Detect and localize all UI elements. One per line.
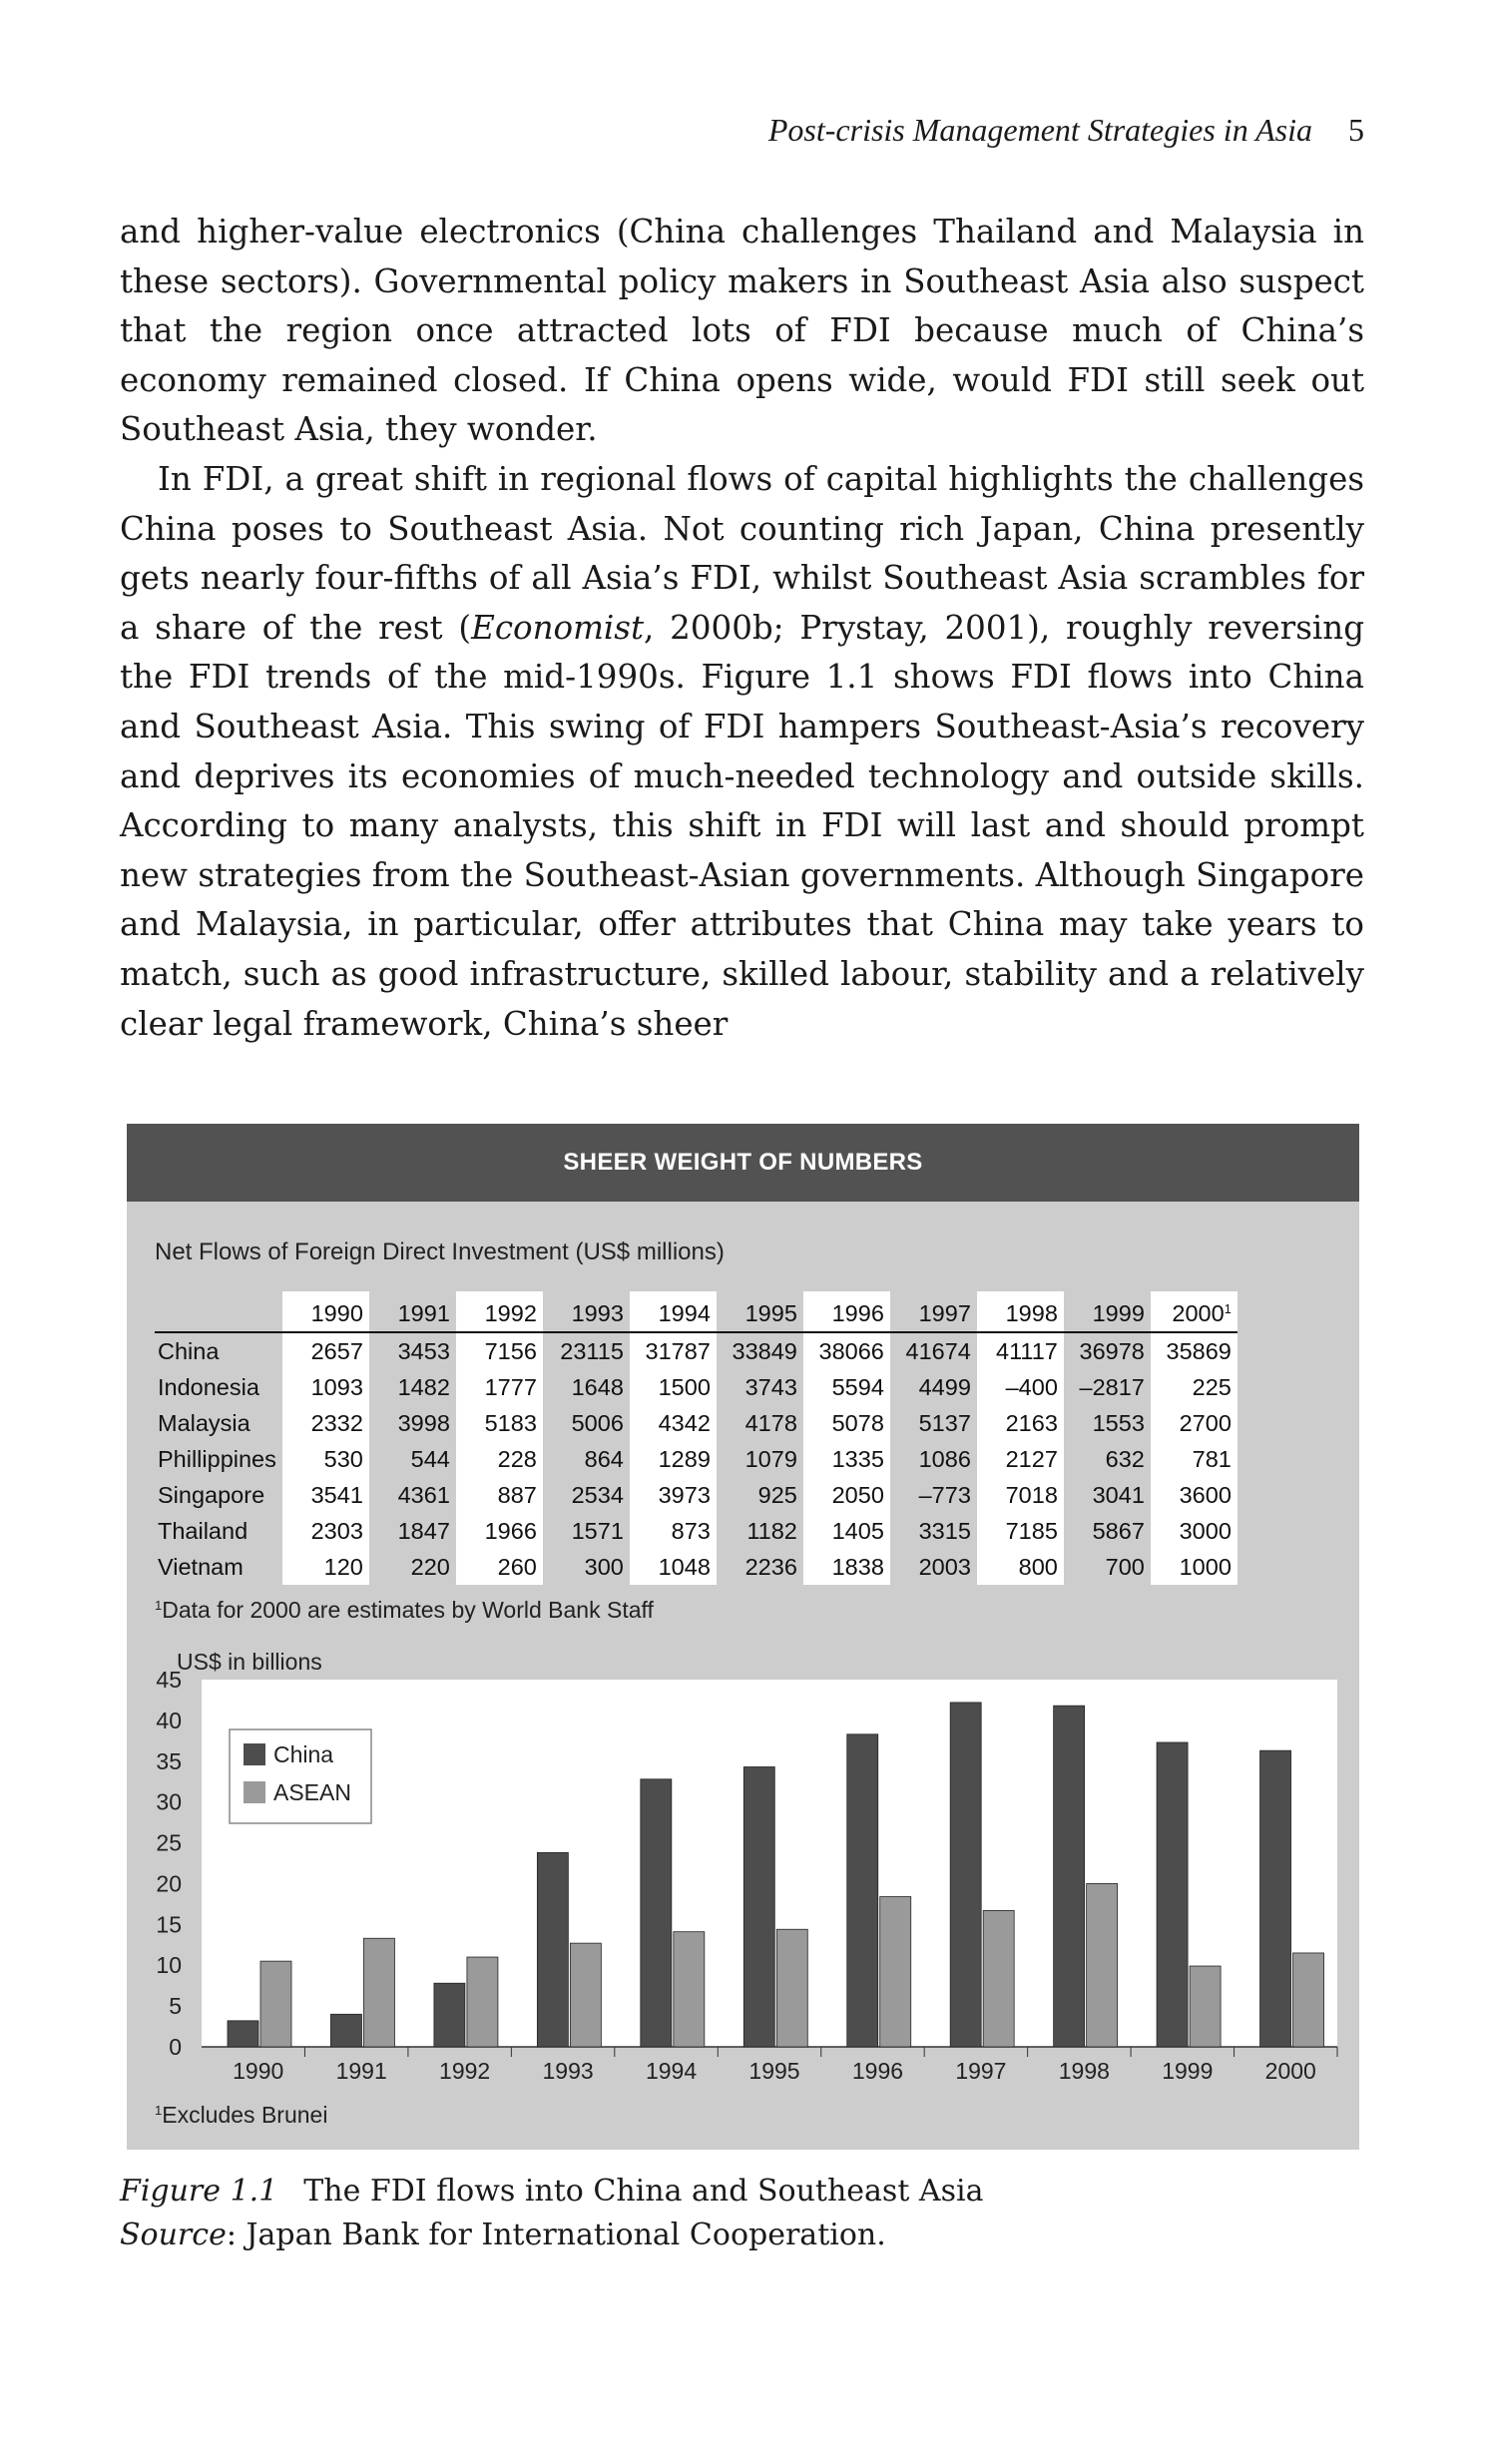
table-row	[155, 1549, 1238, 1585]
table-footnote-mark: 1	[155, 1598, 163, 1613]
bar-china-1996	[847, 1734, 878, 2047]
table-cell: 260	[456, 1549, 543, 1585]
year-header-1993	[543, 1291, 630, 1332]
table-cell: –773	[918, 1481, 971, 1508]
table-cell: 3541	[282, 1477, 369, 1513]
figure-header: SHEER WEIGHT OF NUMBERS	[127, 1124, 1359, 1202]
year-header-1998	[977, 1291, 1064, 1332]
country-label: Vietnam	[158, 1553, 244, 1580]
x-tick-label: 1991	[335, 2058, 387, 2084]
table-cell: 31787	[630, 1332, 717, 1369]
table-cell: 2657	[282, 1332, 369, 1369]
running-head-title: Post-crisis Management Strategies in Asia	[767, 112, 1312, 148]
table-cell: 1838	[803, 1549, 890, 1585]
table-cell: 1289	[630, 1441, 717, 1477]
x-tick-label: 2000	[1264, 2058, 1316, 2084]
table-cell: 5137	[918, 1409, 971, 1436]
table-body	[155, 1332, 1238, 1585]
table-cell: 7156	[456, 1332, 543, 1369]
table-corner	[155, 1291, 282, 1332]
bar-asean-1997	[983, 1910, 1014, 2047]
year-label: 1994	[658, 1299, 711, 1326]
year-label: 1996	[831, 1299, 884, 1326]
table-cell: 2003	[918, 1553, 971, 1580]
legend-swatch-asean	[244, 1781, 265, 1803]
table-cell: 873	[630, 1513, 717, 1549]
bar-china-1990	[228, 2021, 258, 2047]
x-tick-label: 1994	[645, 2058, 698, 2084]
bar-asean-2000	[1293, 1953, 1324, 2047]
bar-asean-1991	[363, 1938, 394, 2047]
year-header-1991	[369, 1291, 456, 1332]
table-cell: 3998	[397, 1409, 450, 1436]
table-cell: 228	[456, 1441, 543, 1477]
table-cell: 1093	[282, 1369, 369, 1405]
table-cell: 1182	[746, 1517, 797, 1544]
table-row	[155, 1369, 1238, 1405]
bar-asean-1999	[1190, 1966, 1221, 2047]
year-header-1995	[717, 1291, 803, 1332]
y-tick-label: 35	[156, 1747, 182, 1774]
figure-caption	[120, 2170, 983, 2257]
y-tick-label: 30	[156, 1788, 182, 1815]
bar-asean-1998	[1087, 1883, 1118, 2047]
bar-asean-1990	[260, 1961, 291, 2047]
table-row	[155, 1513, 1238, 1549]
table-cell: 7185	[977, 1513, 1064, 1549]
year-header-1999	[1064, 1291, 1151, 1332]
table-cell: 225	[1151, 1369, 1238, 1405]
table-cell: 1000	[1151, 1549, 1238, 1585]
table-cell: 1571	[571, 1517, 624, 1544]
table-cell: 4342	[630, 1405, 717, 1441]
bar-china-1998	[1054, 1706, 1085, 2047]
bar-asean-1992	[467, 1957, 498, 2047]
year-label: 1998	[1005, 1299, 1058, 1326]
year-label: 1993	[571, 1299, 624, 1326]
citation-economist: Economist	[471, 608, 645, 647]
country-label: Thailand	[158, 1517, 248, 1544]
x-tick-label: 1999	[1162, 2058, 1214, 2084]
table-cell: 544	[410, 1445, 450, 1472]
table-cell: 3743	[744, 1373, 797, 1400]
page-number: 5	[1348, 112, 1364, 148]
legend-label-china: China	[273, 1741, 334, 1767]
legend-label-asean: ASEAN	[273, 1779, 351, 1805]
y-tick-label: 40	[156, 1707, 182, 1733]
table-cell: 5183	[456, 1405, 543, 1441]
table-cell: 220	[410, 1553, 450, 1580]
table-footnote	[155, 1597, 654, 1624]
year-header-1990	[282, 1291, 369, 1332]
table-cell: 3315	[918, 1517, 971, 1544]
table-cell: 700	[1105, 1553, 1145, 1580]
table-cell: 530	[282, 1441, 369, 1477]
table-title: Net Flows of Foreign Direct Investment (US$ millions)	[155, 1238, 725, 1265]
table-cell: 23115	[560, 1337, 624, 1364]
year-label: 1992	[484, 1299, 537, 1326]
table-cell: 2163	[977, 1405, 1064, 1441]
caption-source-label: Source	[120, 2218, 227, 2252]
country-label: Phillippines	[158, 1445, 276, 1472]
chart-footnote-text: Excludes Brunei	[162, 2102, 328, 2128]
table-cell: 1966	[456, 1513, 543, 1549]
table-cell: 1482	[397, 1373, 450, 1400]
table-cell: 2700	[1151, 1405, 1238, 1441]
table-header-row	[155, 1291, 1238, 1332]
bar-china-1994	[641, 1779, 672, 2047]
table-footnote-text: Data for 2000 are estimates by World Bank Staff	[162, 1597, 654, 1623]
table-cell: 41674	[905, 1337, 971, 1364]
bar-china-1997	[950, 1703, 981, 2047]
y-axis-label: US$ in billions	[177, 1649, 322, 1675]
year-label: 1999	[1092, 1299, 1145, 1326]
table-cell: 2303	[282, 1513, 369, 1549]
table-cell: 864	[584, 1445, 624, 1472]
body-text	[120, 208, 1364, 1049]
country-label: China	[158, 1337, 220, 1364]
y-tick-label: 45	[156, 1667, 182, 1693]
table-cell: 5078	[803, 1405, 890, 1441]
caption-source-text: : Japan Bank for International Cooperation.	[226, 2218, 886, 2252]
table-row	[155, 1477, 1238, 1513]
chart-footnote	[155, 2102, 327, 2129]
table-cell: 5867	[1092, 1517, 1145, 1544]
table-cell: 1048	[630, 1549, 717, 1585]
caption-figure-text: The FDI flows into China and Southeast Asia	[303, 2174, 984, 2209]
bar-china-1993	[537, 1852, 568, 2047]
table-cell: 3453	[397, 1337, 450, 1364]
paragraph-1: and higher-value electronics (China challenges Thailand and Malaysia in these sectors). Governmental policy makers in Southeast Asia also suspect that the region once attracted lots of FDI because much of China’s economy remained closed. If China opens wide, would FDI still seek out Southeast Asia, they wonder.	[120, 213, 1364, 449]
bar-china-1995	[743, 1767, 774, 2047]
table-cell: 1648	[571, 1373, 624, 1400]
table-cell: 800	[977, 1549, 1064, 1585]
table-cell: 925	[757, 1481, 797, 1508]
x-tick-label: 1996	[851, 2058, 904, 2084]
year-label: 1995	[744, 1299, 797, 1326]
country-label: Malaysia	[158, 1409, 250, 1436]
table-cell: 38066	[803, 1332, 890, 1369]
table-cell: 2534	[571, 1481, 624, 1508]
table-cell: 4178	[744, 1409, 797, 1436]
table-cell: 3600	[1151, 1477, 1238, 1513]
year-label: 2000	[1172, 1299, 1225, 1326]
table-cell: 781	[1151, 1441, 1238, 1477]
figure-1-1	[127, 1124, 1359, 2150]
y-tick-label: 15	[156, 1911, 182, 1938]
caption-line-1	[120, 2170, 983, 2214]
table-cell: 4361	[397, 1481, 450, 1508]
table-cell: 632	[1105, 1445, 1145, 1472]
table-cell: 35869	[1151, 1332, 1238, 1369]
bar-chart-svg	[127, 1635, 1359, 2084]
table-cell: 3041	[1092, 1481, 1145, 1508]
fdi-table	[155, 1291, 1238, 1585]
table-cell: 7018	[977, 1477, 1064, 1513]
bar-asean-1993	[570, 1943, 601, 2047]
year-header-1994	[630, 1291, 717, 1332]
table-cell: 1777	[456, 1369, 543, 1405]
table-cell: –2817	[1079, 1373, 1145, 1400]
bar-china-1992	[434, 1983, 465, 2047]
year-label: 1991	[397, 1299, 450, 1326]
year-footnote-mark: 1	[1224, 1300, 1232, 1316]
year-label: 1997	[918, 1299, 971, 1326]
table-cell: 4499	[918, 1373, 971, 1400]
x-tick-label: 1990	[233, 2058, 284, 2084]
bar-asean-1995	[776, 1929, 807, 2047]
bar-chart	[127, 1635, 1359, 2084]
table-cell: 2050	[803, 1477, 890, 1513]
year-header-2000	[1151, 1291, 1238, 1332]
table-cell: 41117	[977, 1332, 1064, 1369]
table-cell: 1086	[918, 1445, 971, 1472]
table-cell: 3973	[630, 1477, 717, 1513]
table-row	[155, 1405, 1238, 1441]
table-cell: 887	[456, 1477, 543, 1513]
x-tick-label: 1997	[955, 2058, 1007, 2084]
paragraph-2	[120, 455, 1364, 1049]
table-cell: 1079	[744, 1445, 797, 1472]
table-cell: 2332	[282, 1405, 369, 1441]
chart-footnote-mark: 1	[155, 2103, 163, 2118]
caption-figure-label: Figure 1.1	[120, 2174, 278, 2209]
bar-china-1991	[330, 2014, 361, 2047]
x-tick-label: 1998	[1058, 2058, 1110, 2084]
table-cell: 5594	[803, 1369, 890, 1405]
y-tick-label: 25	[156, 1829, 182, 1856]
country-label: Indonesia	[158, 1373, 259, 1400]
legend-swatch-china	[244, 1743, 265, 1765]
table-row	[155, 1332, 1238, 1369]
table-cell: 1847	[397, 1517, 450, 1544]
y-tick-label: 5	[169, 1993, 182, 2020]
table-cell: 2127	[977, 1441, 1064, 1477]
bar-china-1999	[1157, 1742, 1188, 2047]
x-tick-label: 1993	[542, 2058, 594, 2084]
x-tick-label: 1992	[439, 2058, 491, 2084]
table-row	[155, 1441, 1238, 1477]
year-label: 1990	[310, 1299, 363, 1326]
year-header-1997	[890, 1291, 977, 1332]
year-header-1992	[456, 1291, 543, 1332]
table-cell: 5006	[571, 1409, 624, 1436]
bar-asean-1994	[674, 1932, 705, 2047]
bar-china-2000	[1260, 1750, 1291, 2047]
country-label: Singapore	[158, 1481, 265, 1508]
table-cell: 300	[584, 1553, 624, 1580]
bar-asean-1996	[880, 1897, 911, 2047]
y-tick-label: 0	[169, 2034, 182, 2060]
table-cell: 33849	[732, 1337, 797, 1364]
year-header-1996	[803, 1291, 890, 1332]
table-cell: 1500	[630, 1369, 717, 1405]
running-head	[120, 112, 1364, 149]
table-cell: 1335	[803, 1441, 890, 1477]
table-cell: –400	[977, 1369, 1064, 1405]
y-tick-label: 10	[156, 1952, 182, 1979]
caption-line-2	[120, 2214, 983, 2257]
y-tick-label: 20	[156, 1870, 182, 1897]
paragraph-2-part-1: In FDI, a great shift in regional flows of capital highlights the challenges China poses to Southeast Asia. Not counting rich Japan, China presently gets nearly four-fifths of all Asia’s FDI, whilst Southeast Asia scrambles for a share of the rest (	[120, 459, 1364, 647]
table-cell: 2236	[744, 1553, 797, 1580]
table-cell: 1405	[803, 1513, 890, 1549]
table-cell: 3000	[1151, 1513, 1238, 1549]
paragraph-2-part-2: , 2000b; Prystay, 2001), roughly reversing the FDI trends of the mid-1990s. Figure 1.1 shows FDI flows into China and Southeast Asia. This swing of FDI hampers Southeast-Asia’s recovery and deprives its economies of much-needed technology and outside skills. According to many analysts, this shift in FDI will last and should prompt new strategies from the Southeast-Asian governments. Although Singapore and Malaysia, in particular, offer attributes that China may take years to match, such as good infrastructure, skilled labour, stability and a relatively clear legal framework, China’s sheer	[120, 608, 1364, 1043]
table-cell: 120	[282, 1549, 369, 1585]
x-tick-label: 1995	[748, 2058, 800, 2084]
table-cell: 1553	[1092, 1409, 1145, 1436]
table-cell: 36978	[1079, 1337, 1145, 1364]
